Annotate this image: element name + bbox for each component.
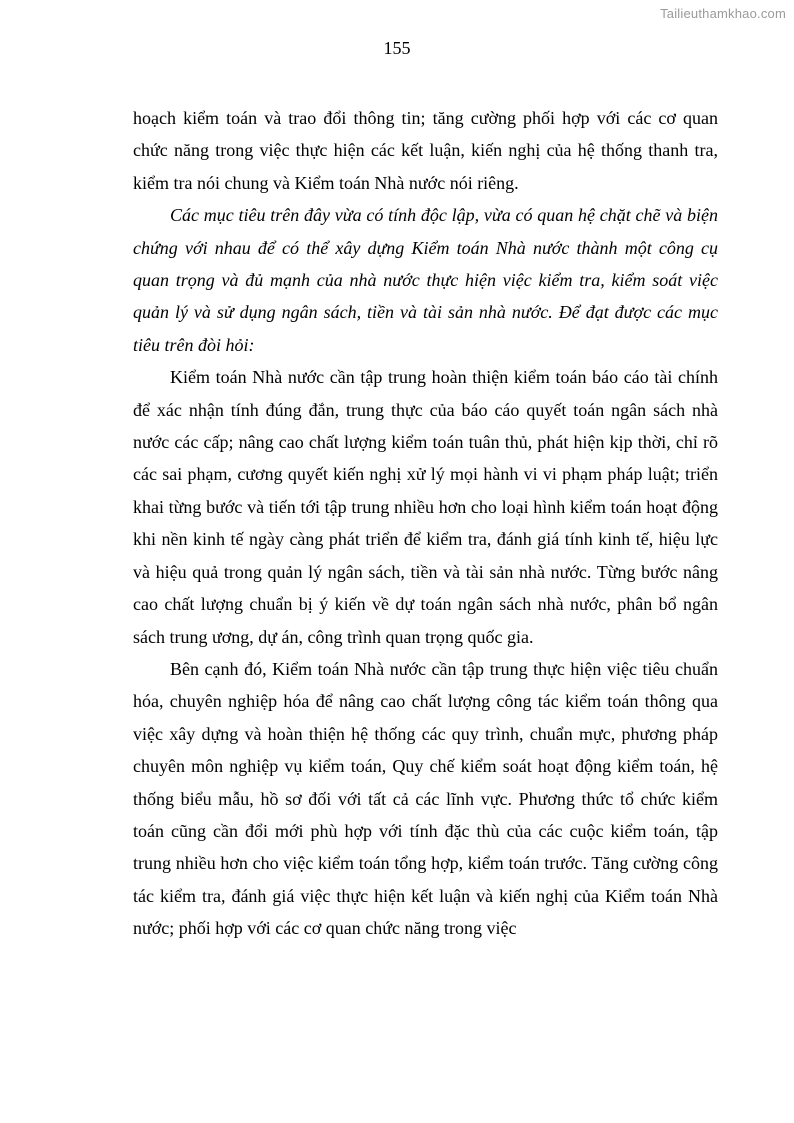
watermark: Tailieuthamkhao.com	[660, 6, 786, 21]
paragraph-continuation: hoạch kiểm toán và trao đổi thông tin; tăng cường phối hợp với các cơ quan chức năng trong việc thực hiện các kết luận, kiến nghị của hệ thống thanh tra, kiểm tra nói chung và Kiểm toán Nhà nước nói riêng.	[133, 108, 718, 193]
paragraph-objectives-italic: Các mục tiêu trên đây vừa có tính độc lập, vừa có quan hệ chặt chẽ và biện chứng với nhau để có thể xây dựng Kiểm toán Nhà nước thành một công cụ quan trọng và đủ mạnh của nhà nước thực hiện việc kiểm tra, kiểm soát việc quản lý và sử dụng ngân sách, tiền và tài sản nhà nước. Để đạt được các mục tiêu trên đòi hỏi:	[133, 205, 718, 355]
paragraph-standardization: Bên cạnh đó, Kiểm toán Nhà nước cần tập trung thực hiện việc tiêu chuẩn hóa, chuyên nghiệp hóa để nâng cao chất lượng công tác kiểm toán thông qua việc xây dựng và hoàn thiện hệ thống các quy trình, chuẩn mực, phương pháp chuyên môn nghiệp vụ kiểm toán, Quy chế kiểm soát hoạt động kiểm toán, hệ thống biểu mẫu, hồ sơ đối với tất cả các lĩnh vực. Phương thức tổ chức kiểm toán cũng cần đổi mới phù hợp với tính đặc thù của các cuộc kiểm toán, tập trung nhiều hơn cho việc kiểm toán tổng hợp, kiểm toán trước. Tăng cường công tác kiểm tra, đánh giá việc thực hiện kết luận và kiến nghị của Kiểm toán Nhà nước; phối hợp với các cơ quan chức năng trong việc	[133, 658, 718, 939]
page-number: 155	[383, 38, 411, 58]
paragraph-financial-audit: Kiểm toán Nhà nước cần tập trung hoàn thiện kiểm toán báo cáo tài chính để xác nhận tính đúng đắn, trung thực của báo cáo quyết toán ngân sách nhà nước các cấp; nâng cao chất lượng kiểm toán tuân thủ, phát hiện kịp thời, chỉ rõ các sai phạm, cương quyết kiến nghị xử lý mọi hành vi vi phạm pháp luật; triển khai từng bước và tiến tới tập trung nhiều hơn cho loại hình kiểm toán hoạt động khi nền kinh tế ngày càng phát triển để kiểm tra, đánh giá tính kinh tế, hiệu lực và hiệu quả trong quản lý ngân sách, tiền và tài sản nhà nước. Từng bước nâng cao chất lượng chuẩn bị ý kiến về dự toán ngân sách nhà nước, phân bổ ngân sách trung ương, dự án, công trình quan trọng quốc gia.	[133, 367, 718, 647]
page-body	[133, 102, 718, 945]
